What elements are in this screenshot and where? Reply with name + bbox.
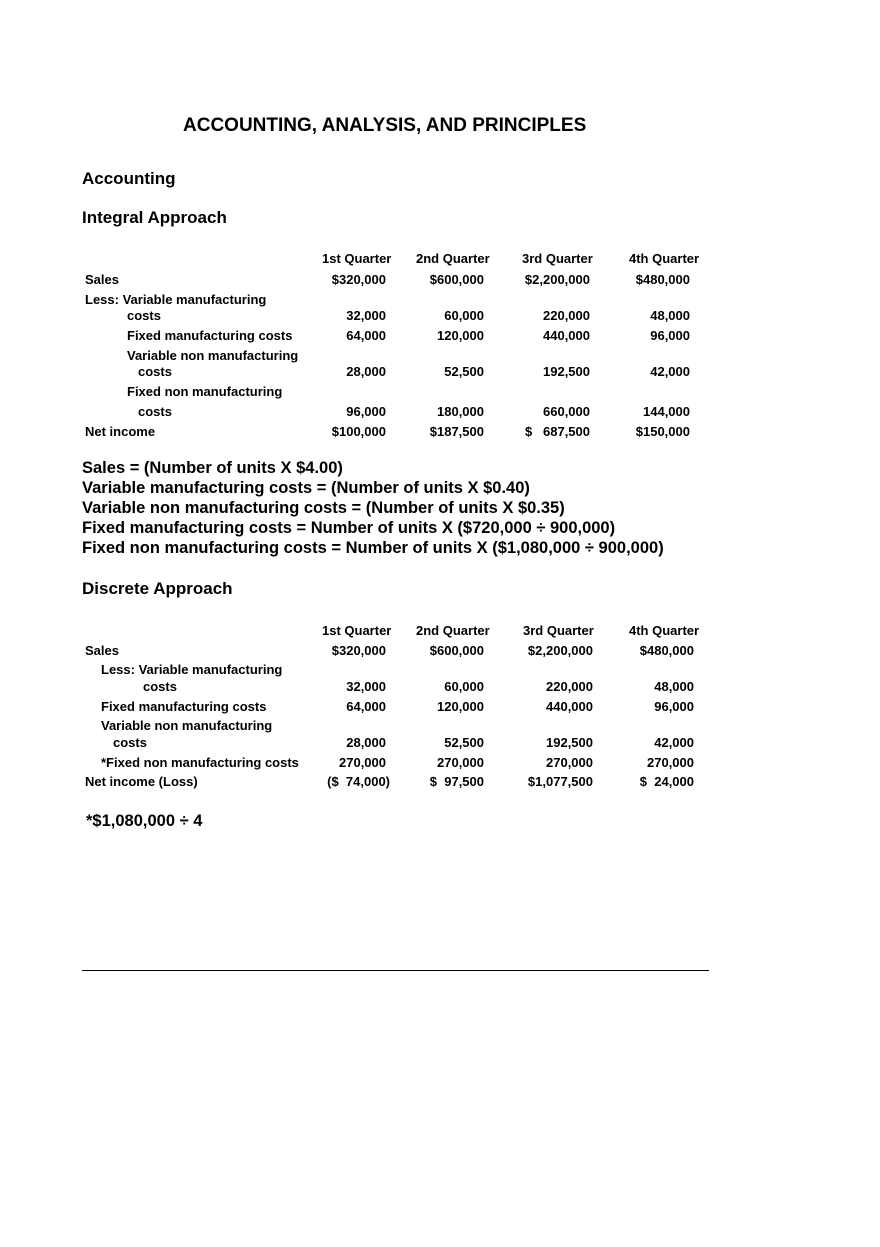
cell: $150,000 xyxy=(635,424,690,439)
row-label: Less: Variable manufacturing xyxy=(85,292,267,307)
cell: 120,000 xyxy=(437,699,484,714)
cell: 96,000 xyxy=(654,699,694,714)
row-label: costs xyxy=(138,404,172,419)
page-title: ACCOUNTING, ANALYSIS, AND PRINCIPLES xyxy=(183,115,587,136)
cell: 180,000 xyxy=(437,404,484,419)
bottom-rule xyxy=(82,970,709,971)
cell: 42,000 xyxy=(650,364,690,379)
col-header: 2nd Quarter xyxy=(416,623,490,638)
formula-line: Fixed manufacturing costs = Number of units X ($720,000 ÷ 900,000) xyxy=(82,519,616,537)
cell: $320,000 xyxy=(331,643,386,658)
formula-line: Sales = (Number of units X $4.00) xyxy=(82,459,343,477)
cell: $600,000 xyxy=(429,643,484,658)
row-label: costs xyxy=(127,308,161,323)
cell: $ 97,500 xyxy=(429,774,484,789)
cell: 60,000 xyxy=(444,308,484,323)
cell: 144,000 xyxy=(643,404,690,419)
col-header: 1st Quarter xyxy=(322,623,392,638)
cell: 220,000 xyxy=(543,308,590,323)
cell: $480,000 xyxy=(635,272,690,287)
cell: 192,500 xyxy=(543,364,590,379)
row-label: Net income xyxy=(85,424,156,439)
section-heading: Accounting xyxy=(82,169,176,188)
cell: 52,500 xyxy=(444,364,484,379)
cell: 28,000 xyxy=(346,735,386,750)
cell: 660,000 xyxy=(543,404,590,419)
cell: 28,000 xyxy=(346,364,386,379)
row-label: costs xyxy=(113,735,147,750)
cell: $2,200,000 xyxy=(524,272,590,287)
formula-line: Fixed non manufacturing costs = Number of units X ($1,080,000 ÷ 900,000) xyxy=(82,539,664,557)
cell: 42,000 xyxy=(654,735,694,750)
cell: 48,000 xyxy=(654,679,694,694)
cell: $2,200,000 xyxy=(527,643,593,658)
col-header: 4th Quarter xyxy=(629,623,700,638)
cell: $600,000 xyxy=(429,272,484,287)
cell: 52,500 xyxy=(444,735,484,750)
col-header: 2nd Quarter xyxy=(416,251,490,266)
col-header: 1st Quarter xyxy=(322,251,392,266)
row-label: costs xyxy=(138,364,172,379)
col-header: 3rd Quarter xyxy=(523,623,594,638)
row-label: Fixed non manufacturing xyxy=(127,384,283,399)
row-label: Variable non manufacturing xyxy=(101,718,273,733)
formula-line: Variable non manufacturing costs = (Number of units X $0.35) xyxy=(82,499,565,517)
row-label: Sales xyxy=(85,643,119,658)
cell: 192,500 xyxy=(546,735,593,750)
cell: 440,000 xyxy=(546,699,593,714)
col-header: 4th Quarter xyxy=(629,251,700,266)
cell: 60,000 xyxy=(444,679,484,694)
cell: 64,000 xyxy=(346,328,386,343)
row-label: Variable non manufacturing xyxy=(127,348,299,363)
cell: 270,000 xyxy=(546,755,593,770)
cell: 270,000 xyxy=(339,755,386,770)
cell: 220,000 xyxy=(546,679,593,694)
row-label: Fixed manufacturing costs xyxy=(127,328,293,343)
cell: $ 687,500 xyxy=(524,424,590,439)
cell: 270,000 xyxy=(437,755,484,770)
cell: 32,000 xyxy=(346,679,386,694)
row-label: *Fixed non manufacturing costs xyxy=(101,755,299,770)
footnote: *$1,080,000 ÷ 4 xyxy=(86,812,203,830)
cell: ($ 74,000) xyxy=(327,774,390,789)
cell: $100,000 xyxy=(331,424,386,439)
cell: 120,000 xyxy=(437,328,484,343)
row-label: costs xyxy=(143,679,177,694)
cell: $480,000 xyxy=(639,643,694,658)
cell: 96,000 xyxy=(346,404,386,419)
cell: $320,000 xyxy=(331,272,386,287)
row-label: Net income (Loss) xyxy=(85,774,198,789)
cell: 440,000 xyxy=(543,328,590,343)
discrete-heading: Discrete Approach xyxy=(82,579,233,598)
row-label: Less: Variable manufacturing xyxy=(101,662,283,677)
cell: $187,500 xyxy=(429,424,484,439)
formula-line: Variable manufacturing costs = (Number of units X $0.40) xyxy=(82,479,530,497)
cell: $1,077,500 xyxy=(527,774,593,789)
col-header: 3rd Quarter xyxy=(522,251,593,266)
cell: 270,000 xyxy=(647,755,694,770)
cell: 96,000 xyxy=(650,328,690,343)
row-label: Sales xyxy=(85,272,119,287)
cell: 64,000 xyxy=(346,699,386,714)
cell: 32,000 xyxy=(346,308,386,323)
integral-heading: Integral Approach xyxy=(82,208,227,227)
row-label: Fixed manufacturing costs xyxy=(101,699,267,714)
cell: 48,000 xyxy=(650,308,690,323)
cell: $ 24,000 xyxy=(639,774,694,789)
